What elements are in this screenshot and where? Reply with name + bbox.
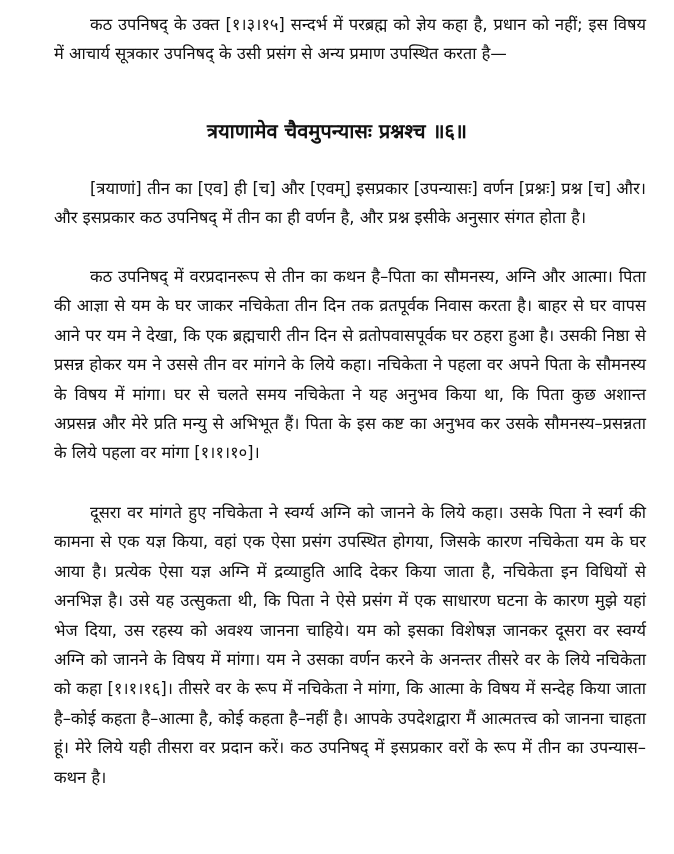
intro-paragraph: कठ उपनिषद् के उक्त [१।३।१५] सन्दर्भ में परब्रह्म को ज्ञेय कहा है, प्रधान को नहीं; इस विषय में आचार्य सूत्रकार उपनिषद् के उसी प्रसंग से अन्य प्रमाण उपस्थित करता है— [54,15,646,64]
sutra-heading: त्रयाणामेव चैवमुपन्यासः प्रश्नश्च ॥६॥ [207,119,467,143]
explanation-paragraph-2: दूसरा वर मांगते हुए नचिकेता ने स्वर्ग्य अग्नि को जानने के लिये कहा। उसके पिता ने स्वर्ग की कामना से एक यज्ञ किया, वहां एक ऐसा प्रसंग उपस्थित होगया, जिसके कारण नचिकेता यम के घर आया है। प्रत्येक ऐसा यज्ञ अग्नि में द्रव्याहुति आदि देकर किया जाता है, नचिकेता इन विधियों से अनभिज्ञ है। उसे यह उत्सुकता थी, कि पिता ने ऐसे प्रसंग में एक साधारण घटना के कारण मुझे यहां भेज दिया, उस रहस्य को अवश्य जानना चाहिये। यम को इसका विशेषज्ञ जानकर दूसरा वर स्वर्ग्य अग्नि को जानने के विषय में मांगा। यम ने उसका वर्णन करने के अनन्तर तीसरे वर के लिये नचिकेता को कहा [१।१।१६]। तीसरे वर के रूप में नचिकेता ने मांगा, कि आत्मा के विषय में सन्देह किया जाता है–कोई कहता है–आत्मा है, कोई कहता है–नहीं है। आपके उपदेशद्वारा मैं आत्मतत्त्व को जानना चाहता हूं। मेरे लिये यही तीसरा वर प्रदान करें। कठ उपनिषद् में इसप्रकार वरों के रूप में तीन का उपन्यास–कथन है। [54,503,646,787]
word-meaning-paragraph: [त्रयाणां] तीन का [एव] ही [च] और [एवम्] इसप्रकार [उपन्यासः] वर्णन [प्रश्नः] प्रश्न [च] और। और इसप्रकार कठ उपनिषद् में तीन का ही वर्णन है, और प्रश्न इसीके अनुसार संगत होता है। [54,179,646,228]
explanation-paragraph-1: कठ उपनिषद् में वरप्रदानरूप से तीन का कथन है–पिता का सौमनस्य, अग्नि और आत्मा। पिता की आज्ञा से यम के घर जाकर नचिकेता तीन दिन तक व्रतपूर्वक निवास करता है। बाहर से घर वापस आने पर यम ने देखा, कि एक ब्रह्मचारी तीन दिन से व्रतोपवासपूर्वक घर ठहरा हुआ है। उसकी निष्ठा से प्रसन्न होकर यम ने उससे तीन वर मांगने के लिये कहा। नचिकेता ने पहला वर अपने पिता के सौमनस्य के विषय में मांगा। घर से चलते समय नचिकेता ने यह अनुभव किया था, कि पिता कुछ अशान्त अप्रसन्न और मेरे प्रति मन्यु से अभिभूत हैं। पिता के इस कष्ट का अनुभव कर उसके सौमनस्य–प्रसन्नता के लिये पहला वर मांगा [१।१।१०]। [54,267,646,463]
